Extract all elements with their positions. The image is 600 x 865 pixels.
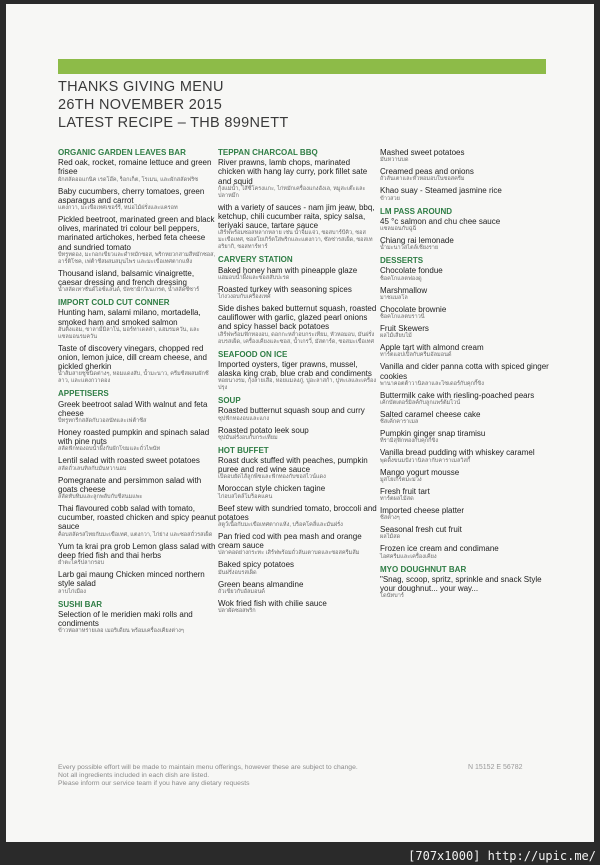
menu-item (380, 391, 550, 407)
menu-item-thai: ซุปฟักทองอบและแกง (218, 415, 270, 422)
menu-title (58, 78, 289, 132)
menu-item (380, 544, 550, 560)
menu-item (380, 506, 550, 522)
menu-section (218, 255, 378, 345)
menu-item-name: Pan fried cod with pea mash and orange cream sauce (218, 532, 362, 551)
menu-item-thai: มาชแมลโล (380, 294, 408, 301)
menu-item (58, 344, 216, 386)
menu-item-thai: มูสโยเกิร์ตมะม่วง (380, 476, 422, 483)
menu-item (58, 428, 216, 453)
menu-item-name: Pumpkin ginger snap tiramisu (380, 429, 486, 439)
section-heading: SOUP (218, 396, 241, 406)
menu-item-name: Thai flavoured cobb salad with tomato, cucumber, roasted chicken and spicy peanut sauce (58, 504, 216, 532)
menu-section (58, 600, 216, 636)
menu-item-thai: ยำตะไคร้ปลากรอบ (58, 560, 105, 567)
menu-item (58, 570, 216, 595)
menu-item-thai: น้ำสลัดเทาซันด์ไอซ์แลนด์, บัลซามิกวิเนเกรต, น้ำสลัดซีซาร์ (58, 287, 200, 294)
menu-item (218, 203, 378, 252)
menu-item-name: Green beans almandine (218, 579, 304, 589)
footer-line: Please inform our service team if you have any dietary requests (58, 780, 250, 788)
menu-item (380, 448, 550, 464)
section-heading: SEAFOOD ON ICE (218, 349, 288, 359)
menu-item (380, 575, 550, 600)
section-heading: LM PASS AROUND (380, 206, 452, 216)
menu-item-name: 45 °c salmon and chu chee sauce (380, 216, 501, 226)
footer-line: Every possible effort will be made to maintain menu offerings, however these are subject to change. (58, 764, 358, 771)
menu-item-name: Mashed sweet potatoes (380, 148, 465, 157)
menu-item-name: Chiang rai lemonade (380, 236, 454, 246)
menu-item-thai: แตงกวา, มะเขือเทศเชอร์รี่, หน่อไม้ฝรั่งและแครอท (58, 205, 178, 212)
menu-item-thai: ซุปมันฝรั่งอบกับกระเทียม (218, 434, 278, 441)
menu-item-name: Mango yogurt mousse (380, 467, 460, 477)
menu-item-thai: ข้าวห่อสาหร่ายเลอ เมอริเดียน พร้อมเครื่องเคียงต่างๆ (58, 628, 184, 635)
menu-item-thai: ชีสต่างๆ (380, 515, 400, 522)
header-bar (58, 59, 546, 74)
menu-item (218, 360, 378, 392)
menu-section (218, 446, 378, 615)
menu-item-name: Taste of discovery vinegars, chopped red onion, lemon juice, dill cream cheese, and pickled gherkin (58, 343, 207, 372)
menu-item-name: Baked spicy potatoes (218, 560, 295, 570)
menu-item-thai: เป็ดอบยัดไส้ลูกพีชและฟักทองกับซอสไวน์แดง (218, 474, 326, 481)
menu-item-name: Vanilla bread pudding with whiskey caramel (380, 448, 535, 458)
menu-item-name: Thousand island, balsamic vinaigrette, caesar dressing and french dressing (58, 268, 195, 288)
menu-item (218, 266, 378, 282)
menu-item-name: Beef stew with sundried tomato, broccoli and potatoes (218, 503, 377, 522)
menu-item-name: Salted caramel cheese cake (380, 410, 481, 420)
menu-item-name: Vanilla and cider panna cotta with spiced ginger cookies (380, 362, 549, 381)
menu-item-name: Red oak, rocket, romaine lettuce and green frisee (58, 158, 212, 177)
image-credit: [707x1000] http://upic.me/ (408, 849, 596, 863)
menu-item (380, 305, 550, 321)
menu-item-thai: ถั่วลันเตาและหัวหอมอบในซอสครีม (380, 176, 465, 183)
menu-item-thai: ช็อคโกแลตบราวนี่ (380, 314, 425, 321)
footer-line: Not all ingredients included in each dish are listed. (58, 772, 210, 780)
menu-item (218, 426, 378, 442)
menu-item-name: Greek beetroot salad With walnut and feta cheese (58, 399, 208, 418)
menu-item (58, 187, 216, 212)
menu-item (58, 476, 216, 501)
menu-item-thai: เสิร์ฟพร้อมซอสหลากหลาย เช่น น้ำจิ้มแจ่ว, ซอสบาร์บีคิว, ซอสมะเขือเทศ, ซอสโยเกิร์ตใส่พริกและแตงกวา, ซัลซ่ารสเผ็ด, ซอสเทอริยากิ, ซอสทาร์ทาร์ (218, 230, 373, 251)
menu-item-name: Creamed peas and onions (380, 167, 474, 177)
menu-item (58, 158, 216, 183)
menu-item (380, 324, 550, 340)
menu-item (58, 610, 216, 635)
section-heading: DESSERTS (380, 256, 424, 266)
menu-section (380, 148, 550, 203)
menu-item (58, 269, 216, 294)
menu-item (380, 266, 550, 282)
menu-item-thai: น้ำส้มสายชูชนิดต่างๆ, หอมแดงสับ, น้ำมะนาว, ครีมชีสผสมผักชีลาว, และแตงกวาดอง (58, 371, 209, 385)
menu-item-thai: กุ้งแม่น้ำ, ไส้ซี่โครงแกะ, ไก่หมักเครื่องแกงฮังเล, หมูสะเต๊ะและปลาหมึก (218, 185, 366, 199)
menu-section (218, 396, 378, 442)
menu-item (380, 468, 550, 484)
menu-item (58, 308, 216, 340)
menu-item (380, 236, 550, 252)
menu-section (218, 350, 378, 393)
menu-item-thai: เสิร์ฟพร้อมฟักทองอบ, ดอกกะหล่ำอบกระเทียม, หัวหอมอบ, มันฝรั่งอบรสเผ็ด, เครื่องเคียงและซอส, น้ำเกรวี่, มัสตาร์ด, ซอสมะเขือเทศ (218, 331, 375, 345)
section-heading: IMPORT COLD CUT CONNER (58, 298, 170, 308)
menu-item (58, 504, 216, 539)
menu-item-thai: ค็อบสลัดรสไทยกับมะเขือเทศ, แตงกวา, ไก่ย่าง และซอสถั่วรสเผ็ด (58, 531, 213, 538)
menu-item-thai: ทีรามิสุฟักทองกับคุกกี้ขิง (380, 438, 439, 445)
menu-item-thai: มันฝรั่งอบรสเผ็ด (218, 569, 257, 576)
menu-item-thai: บีทรูทดอง, มะกอกเขียวและดำหมักซอส, พริกหยวกสามสีหมักซอส, อาร์ติโชค, เฟต้าชีสผสมสมุนไพร และมะเขือเทศตากแห้ง (58, 251, 216, 265)
menu-column-2 (218, 148, 378, 619)
menu-item-thai: น้ำมะนาวสไตล์เชียงราย (380, 245, 439, 252)
menu-item-name: Apple tart with almond cream (380, 343, 484, 353)
menu-section (58, 298, 216, 385)
menu-item-name: Roasted butternut squash soup and curry (218, 406, 365, 416)
menu-item-thai: สลัดทับทิมและลูกพลับกับชีสนมแพะ (58, 494, 143, 501)
menu-item-name: Roasted potato leek soup (218, 425, 309, 435)
menu-item-name: Imported cheese platter (380, 506, 465, 516)
section-heading: SUSHI BAR (58, 599, 103, 609)
menu-item-name: Chocolate brownie (380, 304, 447, 314)
menu-item-thai: ข้าวสวย (380, 195, 400, 202)
menu-item-thai: โดนัทบาร์ (380, 593, 404, 600)
menu-item (380, 286, 550, 302)
menu-item-name: Fresh fruit tart (380, 486, 430, 496)
menu-item-name: Imported oysters, tiger prawns, mussel, alaska king crab, blue crab and condiments (218, 359, 372, 379)
menu-item-thai: ทาร์ตแอปเปิ้ลกับครีมอัลมอนด์ (380, 352, 452, 359)
menu-item-name: Khao suay - Steamed jasmine rice (380, 186, 502, 196)
menu-item-thai: ผลไม้เสียบไม้ (380, 333, 412, 340)
menu-item (218, 406, 378, 422)
menu-item (380, 362, 550, 387)
menu-item-name: Baby cucumbers, cherry tomatoes, green asparagus and carrot (58, 186, 205, 205)
menu-item-name: with a variety of sauces - nam jim jeaw, bbq, ketchup, chili cucumber raita, spicy salsa, teriyaki sauce, tartare sauce (218, 202, 375, 231)
menu-item-thai: ไก่งวงอบกับเครื่องเทศ (218, 294, 271, 301)
menu-item-thai: ฮันติ้งแฮม, ซาลามี่มิลาโน่, มอร์ทาเดลล่า, แฮมรมควัน, และแซลมอนรมควัน (58, 326, 200, 340)
menu-item (218, 599, 378, 615)
menu-item-name: Roasted turkey with seasoning spices (218, 284, 352, 294)
menu-item (218, 560, 378, 576)
menu-item-name: Honey roasted pumpkin and spinach salad with pine nuts (58, 428, 210, 447)
menu-item (380, 487, 550, 503)
menu-item-name: Larb gai maung Chicken minced northern style salad (58, 570, 205, 589)
menu-item-thai: พุดดิ้งขนมปังวานิลลากับคาราเมลวิสกี้ (380, 457, 471, 464)
menu-item-thai: ชีสเค้กคาราเมล (380, 419, 419, 426)
menu-item (58, 456, 216, 472)
menu-section (380, 207, 550, 253)
menu-item (58, 542, 216, 567)
menu-item-thai: เค้กบัตเตอร์มิลค์กับลูกแพร์ต้มไวน์ (380, 400, 461, 407)
menu-item (380, 343, 550, 359)
menu-item-name: Side dishes baked butternut squash, roasted cauliflower with garlic, glazed pearl onions and spicy hassel back potatoes (218, 304, 377, 332)
menu-item (380, 410, 550, 426)
menu-item (58, 400, 216, 425)
menu-item-thai: ผลไม้สด (380, 534, 401, 541)
menu-item-name: Frozen ice cream and condimane (380, 544, 499, 554)
menu-item-name: Wok fried fish with chilie sauce (218, 598, 327, 608)
menu-item-name: Baked honey ham with pineapple glaze (218, 265, 358, 275)
menu-item-thai: ลาบไก่เมือง (58, 588, 87, 595)
menu-item (218, 532, 378, 557)
section-heading: MYO DOUGHNUT BAR (380, 564, 467, 574)
menu-item-thai: บีทรูทกรีกสลัดกับวอลนัทและเฟต้าชีส (58, 418, 147, 425)
title-line: 26TH NOVEMBER 2015 (58, 97, 223, 113)
menu-item (380, 148, 550, 164)
footer-note (58, 764, 438, 789)
menu-item (380, 525, 550, 541)
menu-section (380, 256, 550, 560)
menu-item-thai: ทาร์ตผลไม้สด (380, 496, 414, 503)
document-code: N 15152 E 56782 (468, 764, 523, 771)
menu-item-thai: สลัดฟักทองอบน้ำผึ้งกับผักโขมและถั่วไพนัท (58, 446, 161, 453)
menu-section (58, 148, 216, 294)
menu-item (218, 504, 378, 529)
menu-section (58, 389, 216, 595)
menu-item-thai: ผักสลัดออแกนิค เรดโอ๊ค, ร็อกเก็ต, โรเมน, และผักสลัดฟริซ (58, 176, 199, 183)
menu-item-name: Fruit Skewers (380, 324, 429, 334)
menu-item-thai: ปลาผัดซอสพริก (218, 608, 256, 615)
menu-item-thai: ไอศครีมและเครื่องเคียง (380, 553, 437, 560)
menu-item-thai: แซลมอนกับฉู่ฉี่ (380, 226, 417, 233)
section-heading: ORGANIC GARDEN LEAVES BAR (58, 148, 186, 157)
menu-item-name: Selection of le meridien maki rolls and condiments (58, 609, 193, 628)
menu-item-thai: ถั่วเขียวกับอัลมอนด์ (218, 588, 265, 595)
menu-item-thai: สลัดถั่วเลนทิลกับมันหวานอบ (58, 465, 127, 472)
menu-item (218, 285, 378, 301)
menu-item-name: Pomegranate and persimmon salad with goats cheese (58, 475, 202, 494)
menu-item (218, 304, 378, 346)
menu-item-thai: พานาคอตต้าวานิลลาและไซเดอร์กับคุกกี้ขิง (380, 380, 484, 387)
menu-item-name: Moroccan style chicken tagine (218, 484, 326, 494)
menu-item (218, 484, 378, 500)
menu-item-thai: สตูว์เนื้อกับมะเขือเทศตากแห้ง, บร็อคโคลี่และมันฝรั่ง (218, 522, 343, 529)
title-line: LATEST RECIPE – THB 899NETT (58, 115, 289, 131)
menu-item (58, 215, 216, 266)
menu-item-thai: ช็อคโกแลตฟองดู (380, 275, 422, 282)
menu-item (218, 580, 378, 596)
menu-item-name: Hunting ham, salami milano, mortadella, smoked ham and smoked salmon (58, 308, 201, 327)
menu-item (218, 158, 378, 200)
menu-item-name: Pickled beetroot, marinated green and black olives, marinated tri colour bell peppers, marinated artichokes, herbed feta cheese and sundried tomato (58, 215, 215, 252)
menu-item (380, 186, 550, 202)
menu-item (380, 429, 550, 445)
menu-item (380, 217, 550, 233)
menu-item-name: Lentil salad with roasted sweet potatoes (58, 456, 200, 466)
menu-column-3 (380, 148, 550, 604)
menu-item-name: Chocolate fondue (380, 266, 443, 276)
section-heading: HOT BUFFET (218, 445, 269, 455)
menu-item-thai: ปลาคอดย่างกระทะ เสิร์ฟพร้อมถั่วลันเตาบดและซอสครีมส้ม (218, 550, 360, 557)
menu-column-1 (58, 148, 216, 639)
menu-section (380, 565, 550, 601)
menu-item-name: Buttermilk cake with riesling-poached pears (380, 390, 535, 400)
menu-item-name: Roast duck stuffed with peaches, pumpkin puree and red wine sauce (218, 456, 368, 475)
menu-item-thai: หอยนางรม, กุ้งลายเสือ, หอยแมลงภู่, ปูอะลาสก้า, ปูทะเลและเครื่องปรุง (218, 378, 377, 392)
menu-item (218, 456, 378, 481)
menu-item-thai: ไก่อบสไตล์โมร็อคแคน (218, 493, 273, 500)
menu-item-name: Marshmallow (380, 285, 428, 295)
section-heading: CARVERY STATION (218, 255, 293, 265)
menu-section (218, 148, 378, 251)
menu-item-name: Yum ta krai pra grob Lemon glass salad with deep fried fish and thai herbs (58, 541, 216, 560)
section-heading: APPETISERS (58, 389, 109, 399)
menu-item-thai: มันหวานบด (380, 157, 409, 164)
section-heading: TEPPAN CHARCOAL BBQ (218, 148, 318, 157)
title-line: THANKS GIVING MENU (58, 79, 224, 95)
menu-item-name: River prawns, lamb chops, marinated chicken with hang lay curry, pork fillet sate and squid (218, 158, 368, 186)
menu-item-name: "Snag, scoop, spritz, sprinkle and snack Style your doughnut... your way... (380, 574, 542, 594)
menu-item-name: Seasonal fresh cut fruit (380, 525, 462, 535)
menu-item (380, 167, 550, 183)
menu-item-thai: แฮมอบน้ำผึ้งและซอสสับปะรด (218, 274, 290, 281)
